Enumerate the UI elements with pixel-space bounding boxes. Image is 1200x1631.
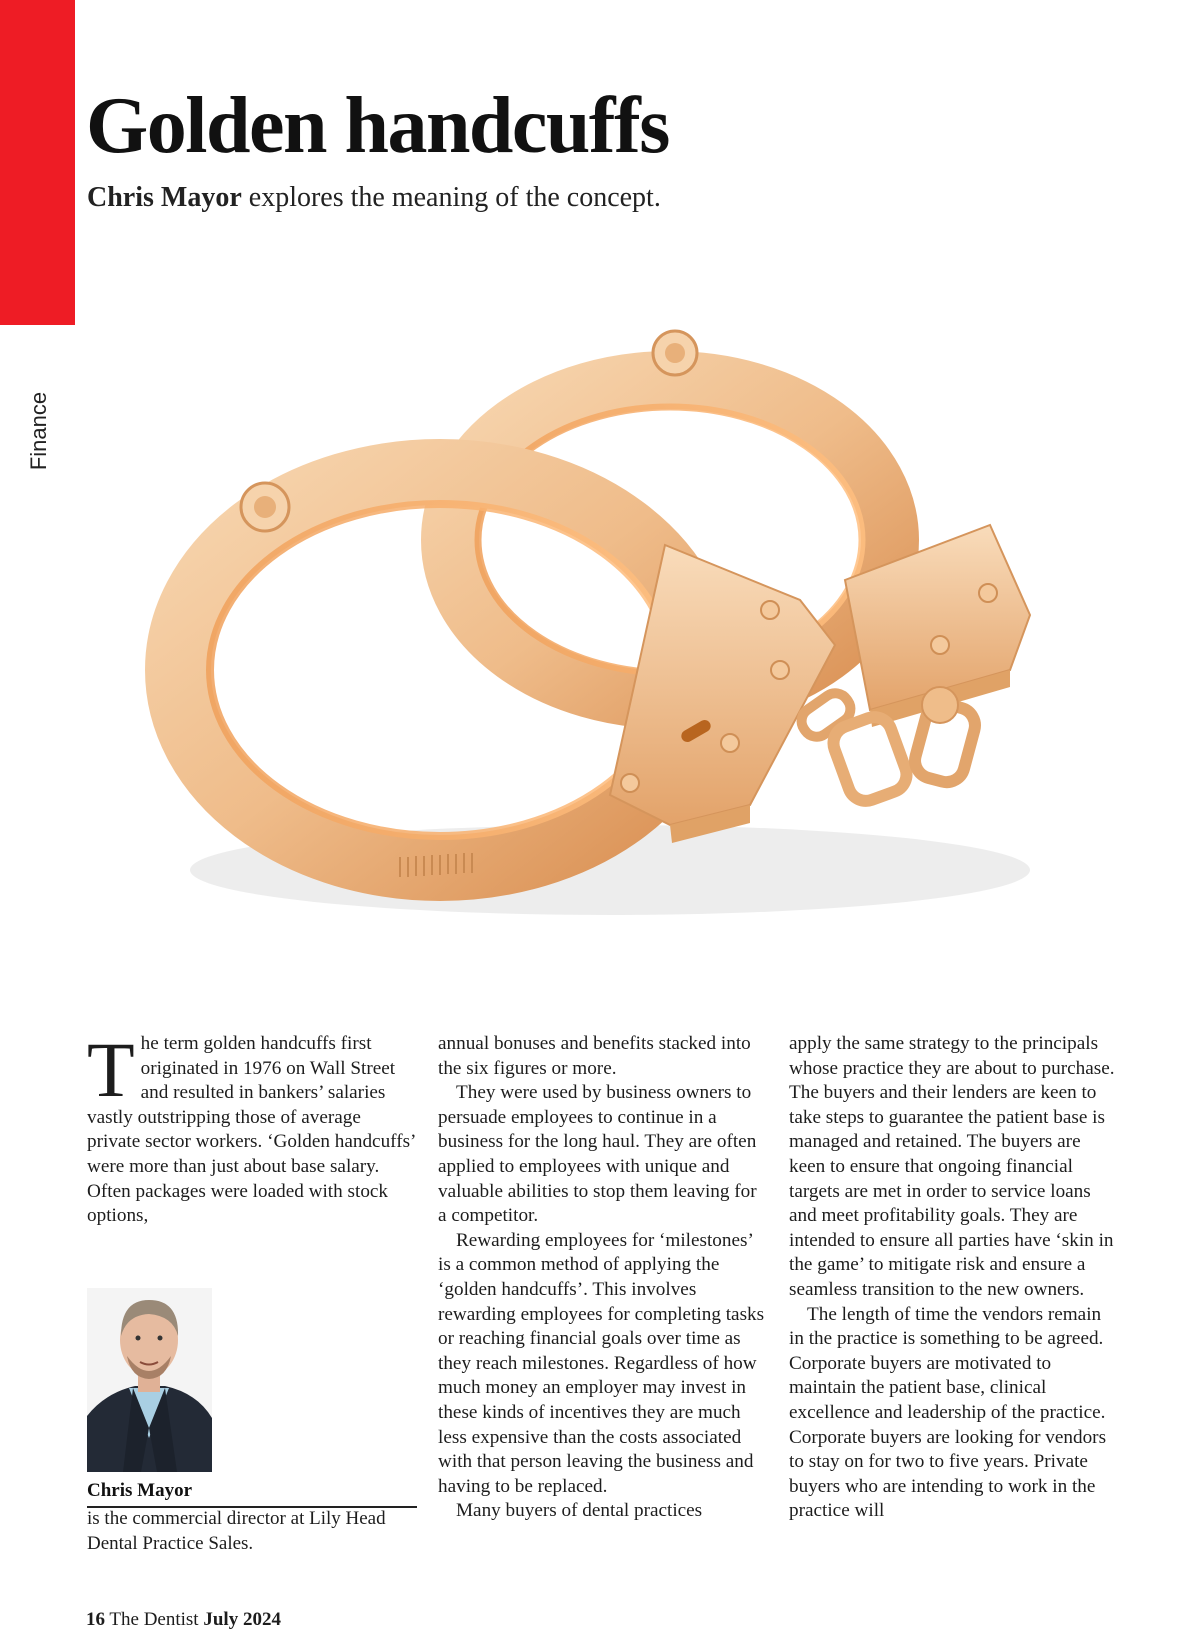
section-color-bar xyxy=(0,0,75,325)
drop-cap: T xyxy=(87,1026,135,1113)
page-number: 16 xyxy=(86,1609,105,1630)
subtitle-author: Chris Mayor xyxy=(87,182,242,213)
article-paragraph: They were used by business owners to persuade employees to continue in a business for the long haul. They are often applied to employees with unique and valuable abilities to stop them leaving for a competitor. xyxy=(438,1082,757,1227)
article-column-2 xyxy=(438,1032,768,1524)
article-paragraph: apply the same strategy to the principals whose practice they are about to purchase. The buyers and their lenders are keen to take steps to guarantee the patient base is managed and retained. The buyers are keen to ensure that ongoing financial targets are met in order to service loans and meet profitability goals. They are intended to ensure all parties have ‘skin in the game’ to mitigate risk and ensure a seamless transition to the new owners. xyxy=(789,1033,1115,1300)
issue-date: July 2024 xyxy=(203,1609,281,1630)
author-portrait xyxy=(87,1288,212,1472)
article-paragraph: Many buyers of dental practices xyxy=(456,1500,703,1522)
article-paragraph: annual bonuses and benefits stacked into the six figures or more. xyxy=(438,1033,751,1079)
subtitle-text: explores the meaning of the concept. xyxy=(241,182,661,213)
author-bio: is the commercial director at Lily Head Dental Practice Sales. xyxy=(87,1508,386,1554)
article-paragraph: The length of time the vendors remain in the practice is something to be agreed. Corporate buyers are motivated to maintain the patient base, clinical excellence and leadership of the practice. Corporate buyers are looking for vendors to stay on for two to five years. Private buyers who are intending to work in the practice will xyxy=(789,1303,1107,1522)
section-label xyxy=(22,385,56,477)
publication-name: The Dentist xyxy=(105,1609,204,1630)
author-name: Chris Mayor xyxy=(87,1480,193,1501)
section-label-text: Finance xyxy=(26,391,51,471)
article-column-1 xyxy=(87,1026,417,1229)
golden-handcuffs-image xyxy=(110,325,1080,965)
article-column-3 xyxy=(789,1032,1119,1524)
page-title: Golden handcuffs xyxy=(86,82,669,170)
article-lead-paragraph xyxy=(87,1026,417,1229)
article-lead-text: he term golden handcuffs first originated in 1976 on Wall Street and resulted in bankers’ salaries vastly outstripping those of average private sector workers. ‘Golden handcuffs’ were more than just about base salary. Often packages were loaded with stock options, xyxy=(87,1033,416,1227)
article-paragraph: Rewarding employees for ‘milestones’ is a common method of applying the ‘golden handcuffs’. This involves rewarding employees for completing tasks or reaching financial goals over time as they reach milestones. Regardless of how much money an employer may invest in these kinds of incentives they are much less expensive than the costs associated with that person leaving the business and having to be replaced. xyxy=(438,1229,765,1497)
subtitle xyxy=(87,182,661,214)
